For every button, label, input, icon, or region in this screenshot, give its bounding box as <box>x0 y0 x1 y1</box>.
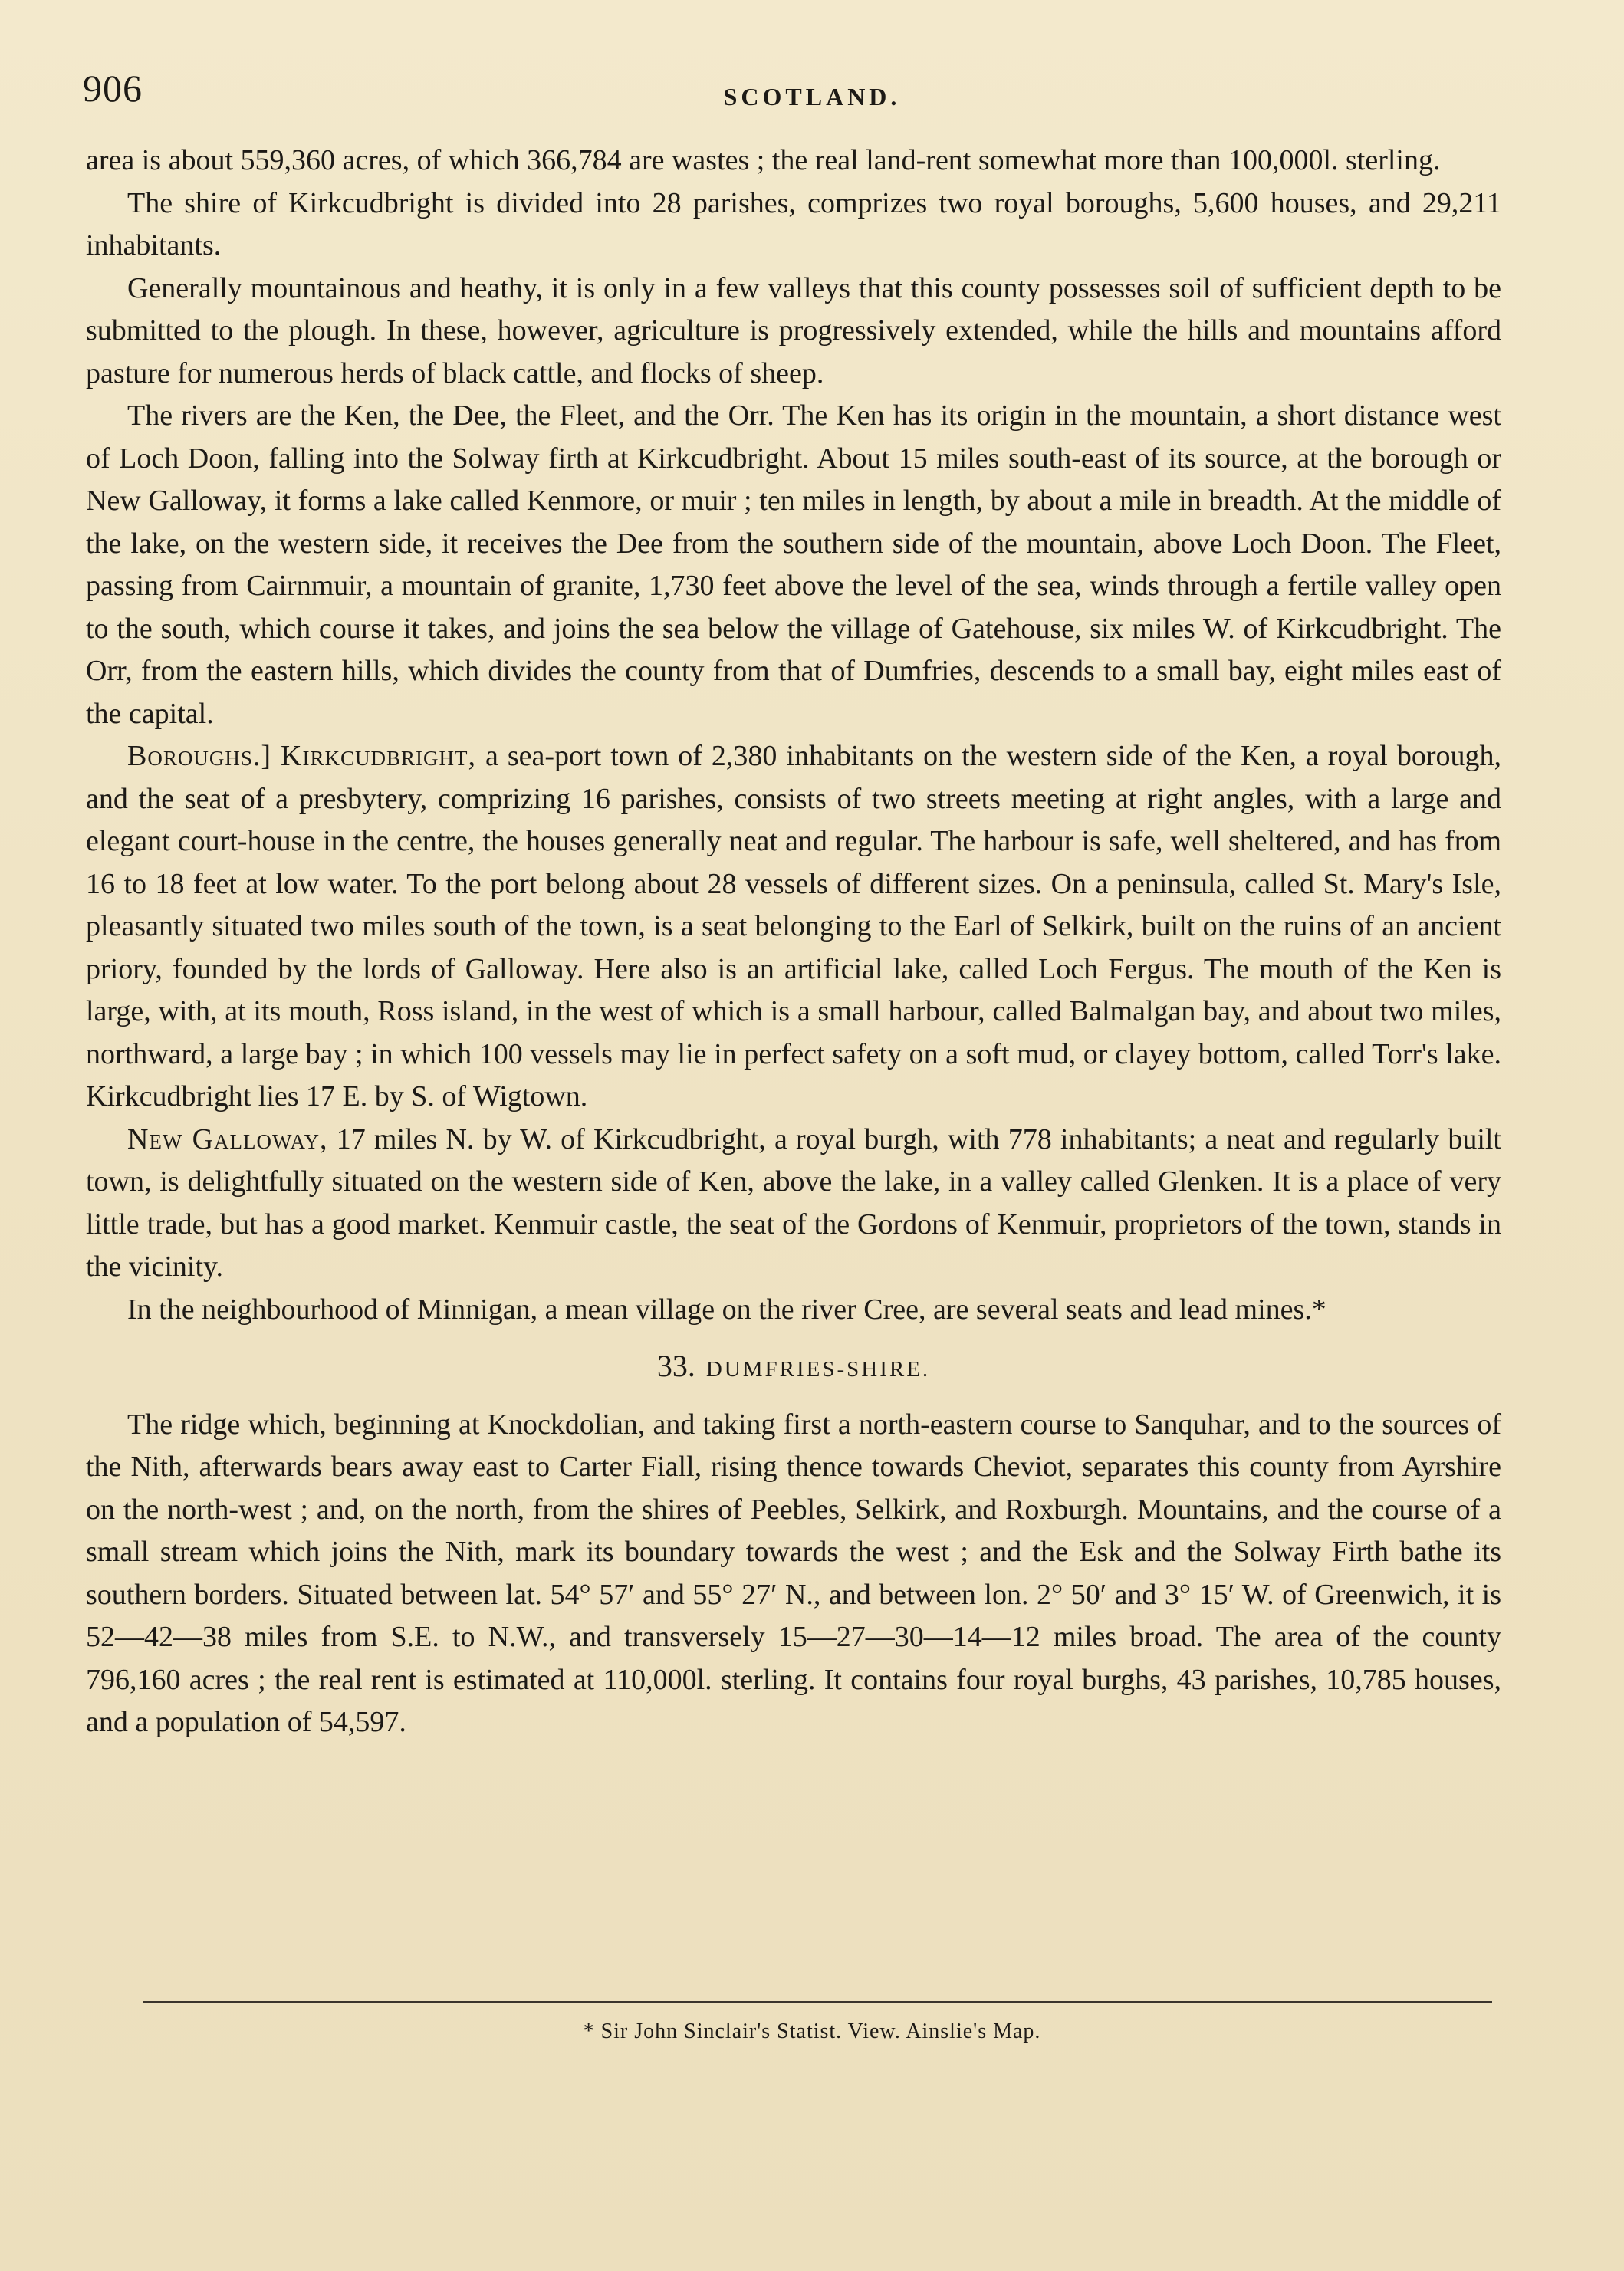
body-text <box>86 140 1501 1744</box>
paragraph-soil: Generally mountainous and heathy, it is only in a few valleys that this county possesses soil of sufficient depth to be submitted to the plough. In these, however, agriculture is progressively extended, while the hills and mountains afford pasture for numerous herds of black cattle, and flocks of sheep. <box>86 271 1501 389</box>
page-number: 906 <box>83 67 143 110</box>
paragraph-kirkcudbright <box>86 735 1501 1119</box>
section-heading <box>86 1345 1501 1392</box>
kirkcudbright-name: Kirkcudbright, <box>281 740 476 772</box>
paragraph-rivers: The rivers are the Ken, the Dee, the Fleet, and the Orr. The Ken has its origin in the mountain, a short distance west of Loch Doon, falling into the Solway firth at Kirkcudbright. About 15 miles south-east of its source, at the borough or New Galloway, it forms a lake called Kenmore, or muir ; ten miles in length, by about a mile in breadth. At the middle of the lake, on the western side, it receives the Dee from the southern side of the mountain, above Loch Doon. The Fleet, passing from Cairnmuir, a mountain of granite, 1,730 feet above the level of the sea, winds through a fertile valley open to the south, which course it takes, and joins the sea below the village of Gatehouse, six miles W. of Kirkcudbright. The Orr, from the eastern hills, which divides the county from that of Dumfries, descends to a small bay, eight miles east of the capital. <box>86 399 1501 730</box>
kirkcudbright-text: a sea-port town of 2,380 inhabitants on the western side of the Ken, a royal borough, and the seat of a presbytery, comprizing 16 parishes, consists of two streets meeting at right angles, with a large and elegant court-house in the centre, the houses generally neat and regular. The harbour is safe, well sheltered, and has from 16 to 18 feet at low water. To the port belong about 28 vessels of different sizes. On a peninsula, called St. Mary's Isle, pleasantly situated two miles south of the town, is a seat belonging to the Earl of Selkirk, built on the ruins of an ancient priory, founded by the lords of Galloway. Here also is an artificial lake, called Loch Fergus. The mouth of the Ken is large, with, at its mouth, Ross island, in the west of which is a small harbour, called Balmalgan bay, and about two miles, northward, a large bay ; in which 100 vessels may lie in perfect safety on a soft mud, or clayey bottom, called Torr's lake. Kirkcudbright lies 17 E. by S. of Wigtown. <box>86 740 1501 1112</box>
running-title: SCOTLAND. <box>723 83 901 110</box>
new-galloway-text: 17 miles N. by W. of Kirkcudbright, a royal burgh, with 778 inhabitants; a neat and regularly built town, is delightfully situated on the western side of Ken, above the lake, in a valley called Glenken. It is a place of very little trade, but has a good market. Kenmuir castle, the seat of the Gordons of Kenmuir, proprietors of the town, stands in the vicinity. <box>86 1122 1501 1283</box>
paragraph-area: area is about 559,360 acres, of which 366,784 are wastes ; the real land-rent somewhat more than 100,000l. sterling. <box>86 144 1441 176</box>
footnote-rule <box>143 2001 1492 2003</box>
footnote: * Sir John Sinclair's Statist. View. Ainslie's Map. <box>583 2020 1041 2043</box>
section-number: 33. <box>656 1349 695 1383</box>
paragraph-minnigan: In the neighbourhood of Minnigan, a mean village on the river Cree, are several seats and lead mines.* <box>127 1293 1326 1326</box>
new-galloway-name: New Galloway, <box>127 1122 328 1155</box>
section-title: DUMFRIES-SHIRE. <box>705 1357 931 1382</box>
boroughs-lead: Boroughs.] <box>127 740 272 772</box>
paragraph-dumfries: The ridge which, beginning at Knockdolian, and taking first a north-eastern course to Sanquhar, and to the sources of the Nith, afterwards bears away east to Carter Fiall, rising thence towards Cheviot, separates this county from Ayrshire on the north-west ; and, on the north, from the shires of Peebles, Selkirk, and Roxburgh. Mountains, and the course of a small stream which joins the Nith, mark its boundary towards the west ; and the Esk and the Solway Firth bathe its southern borders. Situated between lat. 54° 57′ and 55° 27′ N., and between lon. 2° 50′ and 3° 15′ W. of Greenwich, it is 52—42—38 miles from S.E. to N.W., and transversely 15—27—30—14—12 miles broad. The area of the county 796,160 acres ; the real rent is estimated at 110,000l. sterling. It contains four royal burghs, 43 parishes, 10,785 houses, and a population of 54,597. <box>86 1408 1501 1738</box>
paragraph-new-galloway <box>86 1119 1501 1289</box>
paragraph-parishes: The shire of Kirkcudbright is divided into 28 parishes, comprizes two royal boroughs, 5,600 houses, and 29,211 inhabitants. <box>86 186 1501 261</box>
